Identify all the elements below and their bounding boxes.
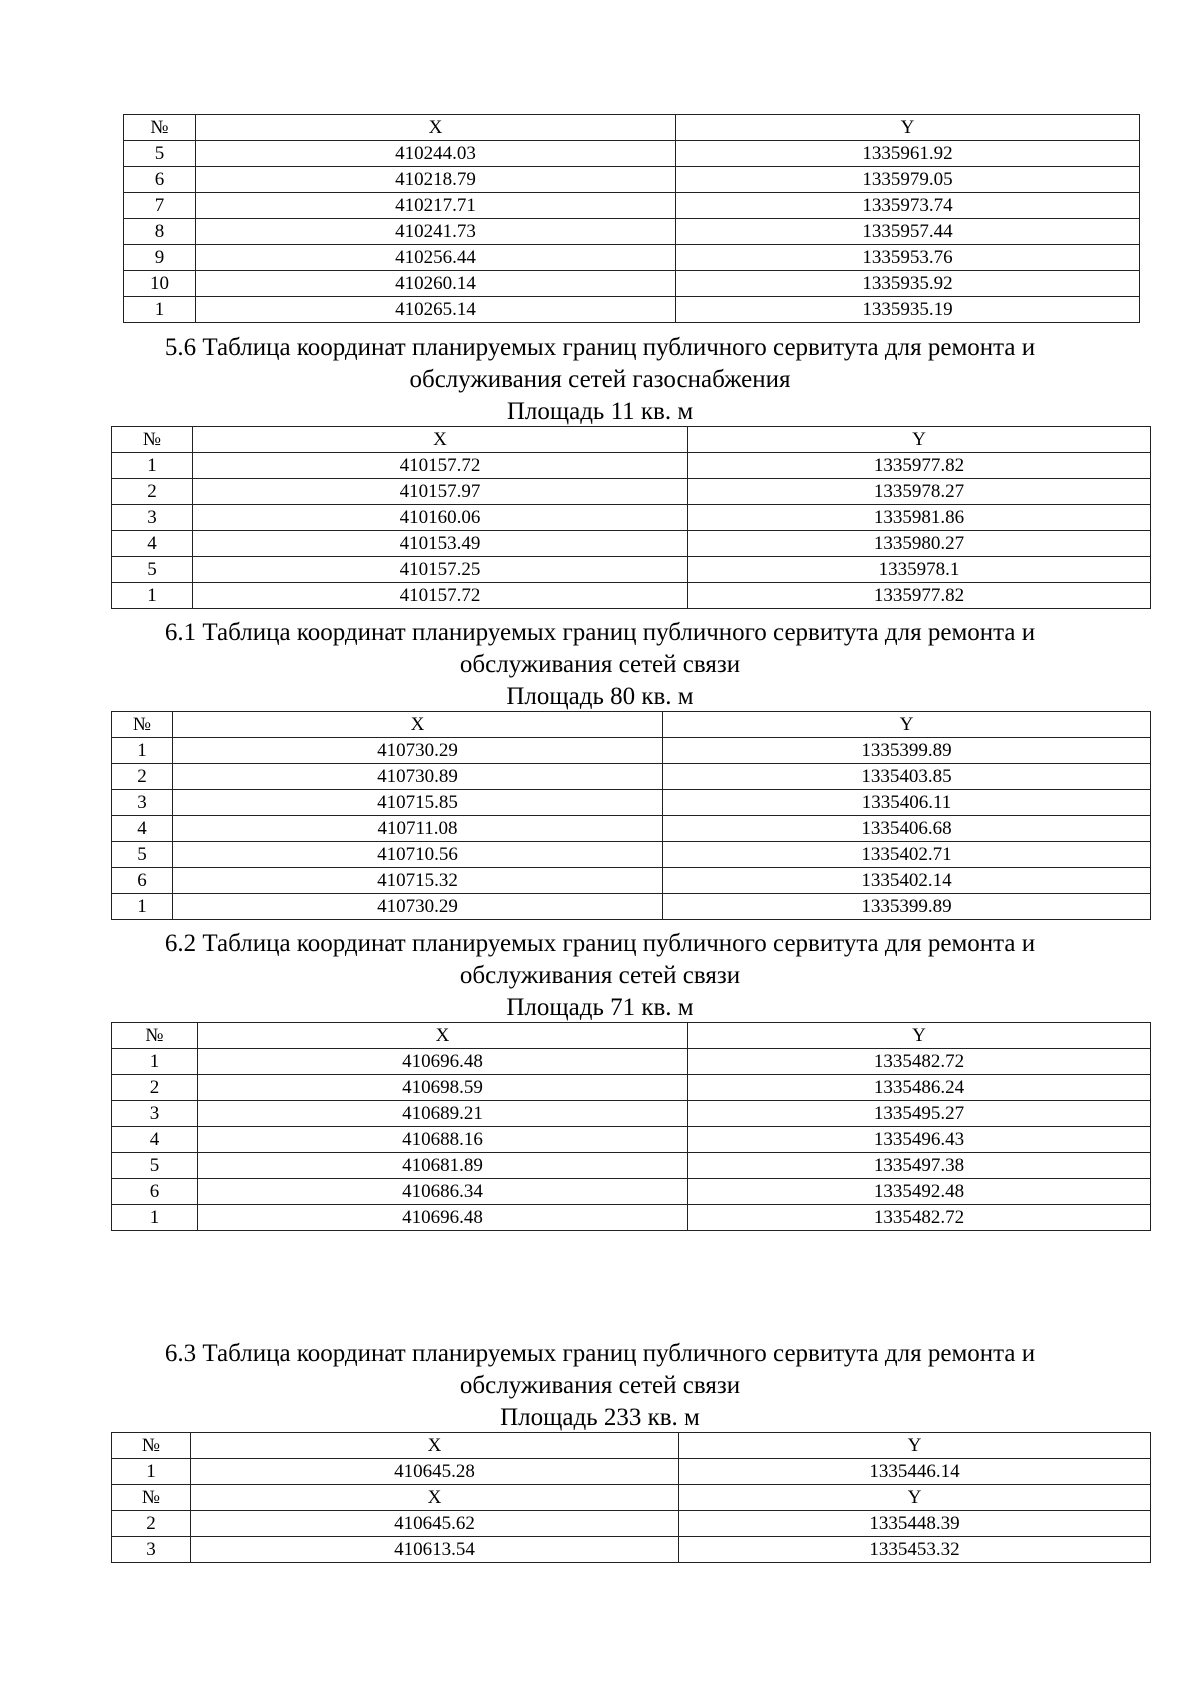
point-number-cell: 1 (112, 1205, 198, 1231)
point-number-cell: 9 (124, 245, 196, 271)
table-caption-line2: обслуживания сетей связи (459, 962, 741, 989)
header-cell: № (112, 1023, 198, 1049)
table-area-label: Площадь 71 кв. м (506, 994, 694, 1021)
header-cell: X (198, 1023, 688, 1049)
header-cell: Y (679, 1433, 1151, 1459)
table-row (112, 505, 1151, 531)
y-coordinate-cell: 1335486.24 (688, 1075, 1151, 1101)
x-coordinate-cell: 410153.49 (193, 531, 688, 557)
x-coordinate-cell: 410730.89 (173, 764, 663, 790)
y-coordinate-cell: 1335495.27 (688, 1101, 1151, 1127)
y-coordinate-cell: 1335935.19 (676, 297, 1140, 323)
y-coordinate-cell: 1335482.72 (688, 1049, 1151, 1075)
y-coordinate-cell: 1335402.71 (663, 842, 1151, 868)
table-row (124, 245, 1140, 271)
point-number-cell: 8 (124, 219, 196, 245)
header-cell: Y (688, 1023, 1151, 1049)
point-number-cell: 3 (112, 1537, 191, 1563)
coord-table-block-3 (111, 1022, 1151, 1231)
table-row (112, 479, 1151, 505)
x-coordinate-cell: 410265.14 (196, 297, 676, 323)
table-row (124, 193, 1140, 219)
x-coordinate-cell: 410730.29 (173, 738, 663, 764)
table-row (112, 738, 1151, 764)
y-coordinate-cell: 1335979.05 (676, 167, 1140, 193)
header-cell: № (112, 427, 193, 453)
y-coordinate-cell: 1335953.76 (676, 245, 1140, 271)
table-row (112, 1511, 1151, 1537)
y-coordinate-cell: 1335399.89 (663, 738, 1151, 764)
y-coordinate-cell: 1335482.72 (688, 1205, 1151, 1231)
header-cell: X (196, 115, 676, 141)
table-area-label: Площадь 233 кв. м (500, 1404, 700, 1431)
table-row (112, 790, 1151, 816)
y-coordinate-cell: 1335446.14 (679, 1459, 1151, 1485)
header-cell: Y (676, 115, 1140, 141)
header-cell: X (173, 712, 663, 738)
table-row (124, 271, 1140, 297)
x-coordinate-cell: 410160.06 (193, 505, 688, 531)
point-number-cell: 1 (112, 453, 193, 479)
point-number-cell: 2 (112, 479, 193, 505)
header-cell: X (193, 427, 688, 453)
y-coordinate-cell: 1335981.86 (688, 505, 1151, 531)
y-coordinate-cell: 1335978.1 (688, 557, 1151, 583)
y-coordinate-cell: 1335497.38 (688, 1153, 1151, 1179)
point-number-cell: 1 (112, 894, 173, 920)
x-coordinate-cell: 410260.14 (196, 271, 676, 297)
table-row (112, 868, 1151, 894)
y-coordinate-cell: 1335406.68 (663, 816, 1151, 842)
table-row (112, 453, 1151, 479)
y-coordinate-cell: 1335980.27 (688, 531, 1151, 557)
table-row (112, 1537, 1151, 1563)
point-number-cell: 3 (112, 505, 193, 531)
point-number-cell: 1 (112, 583, 193, 609)
point-number-cell: 4 (112, 1127, 198, 1153)
table-caption-line1: 6.2 Таблица координат планируемых границ публичного сервитута для ремонта и (164, 930, 1036, 957)
table-row (112, 1153, 1151, 1179)
table-row (112, 842, 1151, 868)
y-coordinate-cell: 1335935.92 (676, 271, 1140, 297)
table-header-row (112, 1023, 1151, 1049)
table-caption-line1: 6.1 Таблица координат планируемых границ публичного сервитута для ремонта и (164, 619, 1036, 646)
point-number-cell: 5 (112, 842, 173, 868)
y-coordinate-cell: 1335399.89 (663, 894, 1151, 920)
point-number-cell: 2 (112, 1075, 198, 1101)
table-caption-line1: 5.6 Таблица координат планируемых границ публичного сервитута для ремонта и (164, 334, 1036, 361)
header-cell: № (112, 712, 173, 738)
point-number-cell: 6 (112, 1179, 198, 1205)
point-number-cell: 4 (112, 531, 193, 557)
y-coordinate-cell: 1335973.74 (676, 193, 1140, 219)
point-number-cell: 1 (112, 1459, 191, 1485)
table-row (124, 141, 1140, 167)
y-coordinate-cell: 1335453.32 (679, 1537, 1151, 1563)
point-number-cell: 10 (124, 271, 196, 297)
coord-table (111, 1432, 1151, 1563)
table-header-row (112, 1433, 1151, 1459)
header-cell: Y (663, 712, 1151, 738)
point-number-cell: 1 (112, 1049, 198, 1075)
point-number-cell: 3 (112, 1101, 198, 1127)
y-coordinate-cell: 1335977.82 (688, 583, 1151, 609)
point-number-cell: 7 (124, 193, 196, 219)
x-coordinate-cell: 410698.59 (198, 1075, 688, 1101)
point-number-cell: 3 (112, 790, 173, 816)
y-coordinate-cell: 1335448.39 (679, 1511, 1151, 1537)
table-row (124, 219, 1140, 245)
table-row (124, 167, 1140, 193)
x-coordinate-cell: 410686.34 (198, 1179, 688, 1205)
x-coordinate-cell: 410241.73 (196, 219, 676, 245)
x-coordinate-cell: 410696.48 (198, 1049, 688, 1075)
table-row (112, 1049, 1151, 1075)
table-row (112, 894, 1151, 920)
table-row (124, 297, 1140, 323)
table-row (112, 1459, 1151, 1485)
y-coordinate-cell: 1335957.44 (676, 219, 1140, 245)
coord-table (111, 426, 1151, 609)
table-caption-line2: обслуживания сетей связи (459, 1372, 741, 1399)
point-number-cell: 6 (112, 868, 173, 894)
coord-table-block-2 (111, 711, 1151, 920)
x-coordinate-cell: 410715.85 (173, 790, 663, 816)
y-coordinate-cell: 1335978.27 (688, 479, 1151, 505)
x-coordinate-cell: 410157.72 (193, 583, 688, 609)
header-cell: № (124, 115, 196, 141)
x-coordinate-cell: 410688.16 (198, 1127, 688, 1153)
y-coordinate-cell: 1335492.48 (688, 1179, 1151, 1205)
x-coordinate-cell: 410218.79 (196, 167, 676, 193)
x-coordinate-cell: 410217.71 (196, 193, 676, 219)
coord-table (111, 1022, 1151, 1231)
point-number-cell: 2 (112, 1511, 191, 1537)
x-coordinate-cell: 410696.48 (198, 1205, 688, 1231)
point-number-cell: 5 (112, 557, 193, 583)
x-coordinate-cell: 410689.21 (198, 1101, 688, 1127)
header-cell: Y (688, 427, 1151, 453)
x-coordinate-cell: 410256.44 (196, 245, 676, 271)
x-coordinate-cell: 410244.03 (196, 141, 676, 167)
y-coordinate-cell: 1335977.82 (688, 453, 1151, 479)
x-coordinate-cell: 410715.32 (173, 868, 663, 894)
table-caption-line2: обслуживания сетей газоснабжения (409, 366, 791, 393)
y-coordinate-cell: 1335403.85 (663, 764, 1151, 790)
x-coordinate-cell: 410645.28 (191, 1459, 679, 1485)
y-coordinate-cell: 1335402.14 (663, 868, 1151, 894)
point-number-cell: 2 (112, 764, 173, 790)
point-number-cell: 5 (124, 141, 196, 167)
table-area-label: Площадь 80 кв. м (506, 683, 694, 710)
coord-table-block-1 (111, 426, 1151, 609)
x-coordinate-cell: 410645.62 (191, 1511, 679, 1537)
point-number-cell: 5 (112, 1153, 198, 1179)
x-coordinate-cell: 410613.54 (191, 1537, 679, 1563)
table-row (112, 1485, 1151, 1511)
table-row (112, 1179, 1151, 1205)
y-coordinate-cell: 1335961.92 (676, 141, 1140, 167)
table-row (112, 1127, 1151, 1153)
header-cell: X (191, 1433, 679, 1459)
point-number-cell: 4 (112, 816, 173, 842)
coord-table (111, 711, 1151, 920)
y-coordinate-cell: Y (679, 1485, 1151, 1511)
table-row (112, 583, 1151, 609)
point-number-cell: 6 (124, 167, 196, 193)
x-coordinate-cell: 410711.08 (173, 816, 663, 842)
coord-table-block-0 (123, 114, 1140, 323)
table-row (112, 764, 1151, 790)
table-row (112, 1101, 1151, 1127)
table-row (112, 1075, 1151, 1101)
table-header-row (112, 427, 1151, 453)
table-area-label: Площадь 11 кв. м (506, 398, 694, 425)
table-caption-line1: 6.3 Таблица координат планируемых границ публичного сервитута для ремонта и (164, 1340, 1036, 1367)
coord-table-block-4 (111, 1432, 1151, 1563)
table-header-row (124, 115, 1140, 141)
y-coordinate-cell: 1335496.43 (688, 1127, 1151, 1153)
x-coordinate-cell: X (191, 1485, 679, 1511)
x-coordinate-cell: 410157.25 (193, 557, 688, 583)
header-cell: № (112, 1433, 191, 1459)
x-coordinate-cell: 410681.89 (198, 1153, 688, 1179)
coord-table (123, 114, 1140, 323)
y-coordinate-cell: 1335406.11 (663, 790, 1151, 816)
table-row (112, 557, 1151, 583)
x-coordinate-cell: 410710.56 (173, 842, 663, 868)
table-header-row (112, 712, 1151, 738)
table-row (112, 816, 1151, 842)
table-row (112, 1205, 1151, 1231)
x-coordinate-cell: 410157.97 (193, 479, 688, 505)
x-coordinate-cell: 410730.29 (173, 894, 663, 920)
table-caption-line2: обслуживания сетей связи (459, 651, 741, 678)
point-number-cell: 1 (112, 738, 173, 764)
x-coordinate-cell: 410157.72 (193, 453, 688, 479)
table-row (112, 531, 1151, 557)
point-number-cell: 1 (124, 297, 196, 323)
point-number-cell: № (112, 1485, 191, 1511)
